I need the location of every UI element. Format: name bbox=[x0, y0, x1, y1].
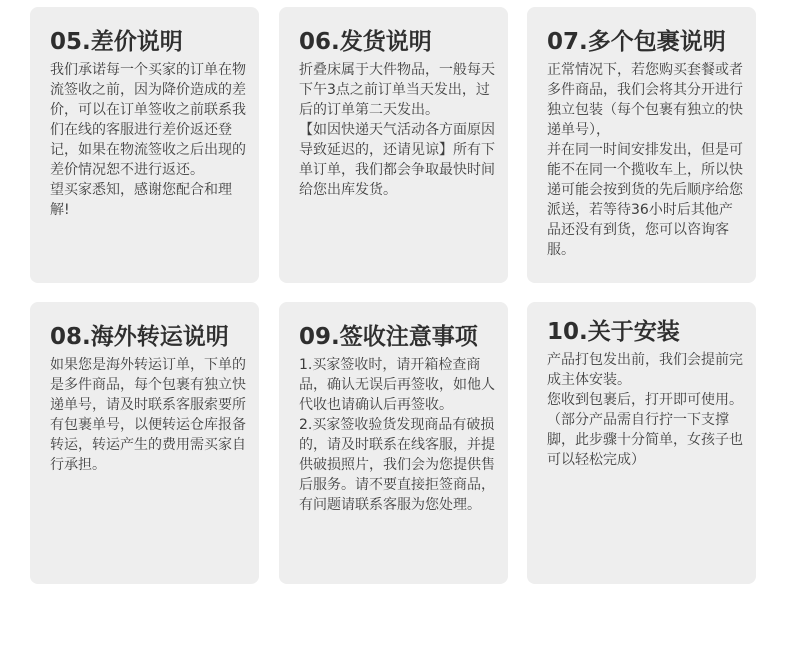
card-multiple-packages bbox=[527, 7, 756, 283]
card-body bbox=[50, 355, 249, 475]
card-title: 06.发货说明 bbox=[299, 29, 432, 55]
card-overseas-forwarding bbox=[30, 302, 259, 584]
card-body bbox=[299, 60, 498, 200]
card-title: 05.差价说明 bbox=[50, 29, 183, 55]
card-paragraph: 2.买家签收验货发现商品有破损的，请及时联系在线客服，并提供破损照片，我们会为您提供售后服务。请不要直接拒签商品，有问题请联系客服为您处理。 bbox=[299, 417, 495, 513]
card-paragraph: 产品打包发出前，我们会提前完成主体安装。 bbox=[547, 352, 743, 388]
card-body bbox=[547, 60, 746, 260]
card-paragraph: 望买家悉知，感谢您配合和理解! bbox=[50, 182, 232, 218]
card-body bbox=[547, 350, 746, 470]
card-paragraph: 【如因快递天气活动各方面原因导致延迟的，还请见谅】所有下单订单，我们都会争取最快时间给您出库发货。 bbox=[299, 122, 495, 198]
card-title: 07.多个包裹说明 bbox=[547, 29, 726, 55]
card-price-difference bbox=[30, 7, 259, 283]
card-paragraph: 您收到包裹后，打开即可使用。（部分产品需自行拧一下支撑脚，此步骤十分简单，女孩子也可以轻松完成） bbox=[547, 392, 743, 468]
card-paragraph: 如果您是海外转运订单，下单的是多件商品，每个包裹有独立快递单号，请及时联系客服索要所有包裹单号，以便转运仓库报备转运，转运产生的费用需买家自行承担。 bbox=[50, 357, 246, 473]
card-paragraph: 并在同一时间安排发出，但是可能不在同一个揽收车上，所以快递可能会按到货的先后顺序给您派送，若等待36小时后其他产品还没有到货，您可以咨询客服。 bbox=[547, 142, 743, 258]
card-title: 09.签收注意事项 bbox=[299, 324, 478, 350]
card-paragraph: 1.买家签收时，请开箱检查商品，确认无误后再签收，如他人代收也请确认后再签收。 bbox=[299, 357, 495, 413]
card-body bbox=[50, 60, 249, 220]
card-body bbox=[299, 355, 498, 515]
card-paragraph: 折叠床属于大件物品，一般每天下午3点之前订单当天发出，过后的订单第二天发出。 bbox=[299, 62, 495, 118]
card-receipt-notes bbox=[279, 302, 508, 584]
card-paragraph: 我们承诺每一个买家的订单在物流签收之前，因为降价造成的差价，可以在订单签收之前联系我们在线的客服进行差价返还登记，如果在物流签收之后出现的差价情况恕不进行返还。 bbox=[50, 62, 246, 178]
card-installation bbox=[527, 302, 756, 584]
card-title: 10.关于安装 bbox=[547, 319, 680, 345]
card-shipping bbox=[279, 7, 508, 283]
card-title: 08.海外转运说明 bbox=[50, 324, 229, 350]
card-paragraph: 正常情况下，若您购买套餐或者多件商品，我们会将其分开进行独立包装（每个包裹有独立的快递单号）， bbox=[547, 62, 743, 138]
